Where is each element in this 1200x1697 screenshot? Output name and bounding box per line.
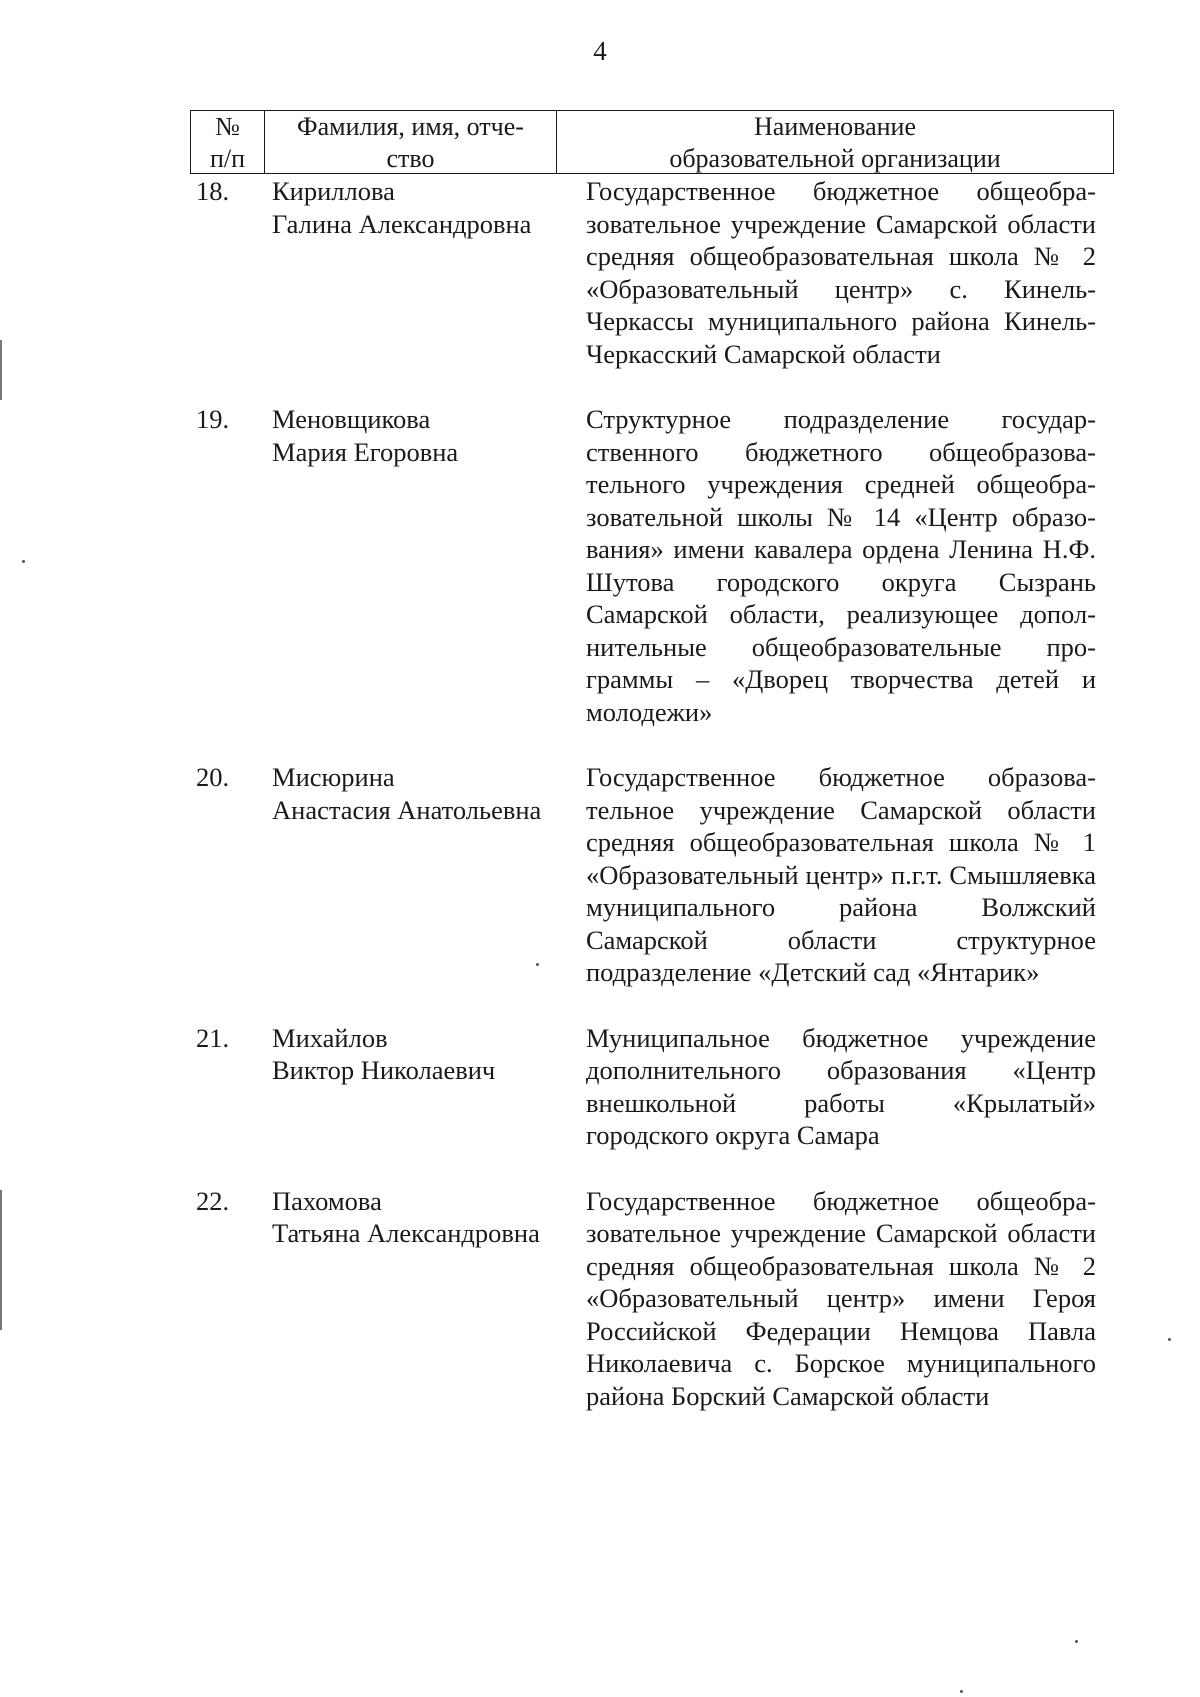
given-names: Анастасия Анатольевна: [272, 794, 542, 825]
scan-speck: [960, 1690, 963, 1693]
table-row: [196, 761, 1112, 989]
surname: Кириллова: [272, 176, 395, 206]
table-row: [196, 175, 1112, 370]
organization-name: Муниципальное бюджетное учреждение дополнительного образования «Центр внешкольной работы «Крылатый» городского округа Самара: [586, 1022, 1096, 1150]
person-name: [272, 403, 586, 728]
surname: Пахомова: [272, 1185, 382, 1216]
surname: Михайлов: [272, 1022, 388, 1053]
header-number: [191, 111, 265, 173]
organization-name: Государственное бюджетное образовательное учреждение Самарской области средняя общеобразовательная школа № 1 «Образовательный центр» п.г.т. Смышляевка муниципального района Волжский Самарской области структурное подразделение «Детский сад «Янтарик»: [586, 762, 1096, 987]
row-number: 22.: [196, 1185, 230, 1216]
header-name-line-2: ство: [386, 144, 435, 173]
person-name: [272, 1022, 586, 1152]
person-name: [272, 761, 586, 989]
header-name-line-1: Фамилия, имя, отче-: [297, 112, 524, 141]
table-row: [196, 1185, 1112, 1413]
table-row: [196, 1022, 1112, 1152]
header-number-line-2: п/п: [209, 144, 246, 173]
given-names: Мария Егоровна: [272, 436, 459, 467]
row-number: 21.: [196, 1022, 230, 1053]
organization-name: Структурное подразделение государственного бюджетного общеобразовательного учреждения средней общеобразовательной школы № 14 «Центр образования» имени кавалера ордена Ленина Н.Ф. Шутова городского округа Сызрань Самарской области, реализующее дополнительные общеобразовательные программы – «Дворец творчества детей и молодежи»: [586, 404, 1096, 727]
organization-name: Государственное бюджетное общеобразовательное учреждение Самарской области средняя общеобразовательная школа № 2 «Образовательный центр» имени Героя Российской Федерации Немцова Павла Николаевича с. Борское муниципального района Борский Самарской области: [586, 1185, 1096, 1411]
row-number: 18.: [196, 176, 230, 206]
given-names: Галина Александровна: [272, 208, 532, 239]
given-names: Татьяна Александровна: [272, 1218, 540, 1248]
table-body: [196, 175, 1112, 1412]
scan-speck: [22, 560, 25, 563]
surname: Мисюрина: [272, 762, 395, 792]
scan-speck: [536, 963, 539, 966]
surname: Меновщикова: [272, 404, 431, 434]
header-org-line-1: Наименование: [754, 112, 916, 141]
header-org-line-2: образовательной организации: [669, 144, 1001, 173]
page-number: 4: [593, 36, 607, 66]
person-name: [272, 175, 586, 370]
header-number-line-1: №: [215, 112, 240, 141]
row-number: 20.: [196, 762, 230, 792]
header-full-name: [265, 111, 557, 173]
scan-speck: [1075, 1640, 1078, 1643]
table-row: [196, 403, 1112, 728]
person-name: [272, 1185, 586, 1413]
header-organization: [557, 111, 1113, 173]
scan-edge-mark: [0, 340, 2, 400]
organization-name: Государственное бюджетное общеобразовательное учреждение Самарской области средняя общеобразовательная школа № 2 «Образовательный центр» с. Кинель-Черкассы муниципального района Кинель-Черкасский Самарской области: [586, 176, 1096, 369]
scan-speck: [1168, 1338, 1171, 1341]
row-number: 19.: [196, 404, 230, 434]
given-names: Виктор Николаевич: [272, 1055, 496, 1085]
table-header: [190, 110, 1114, 174]
scan-edge-mark: [0, 1190, 2, 1330]
